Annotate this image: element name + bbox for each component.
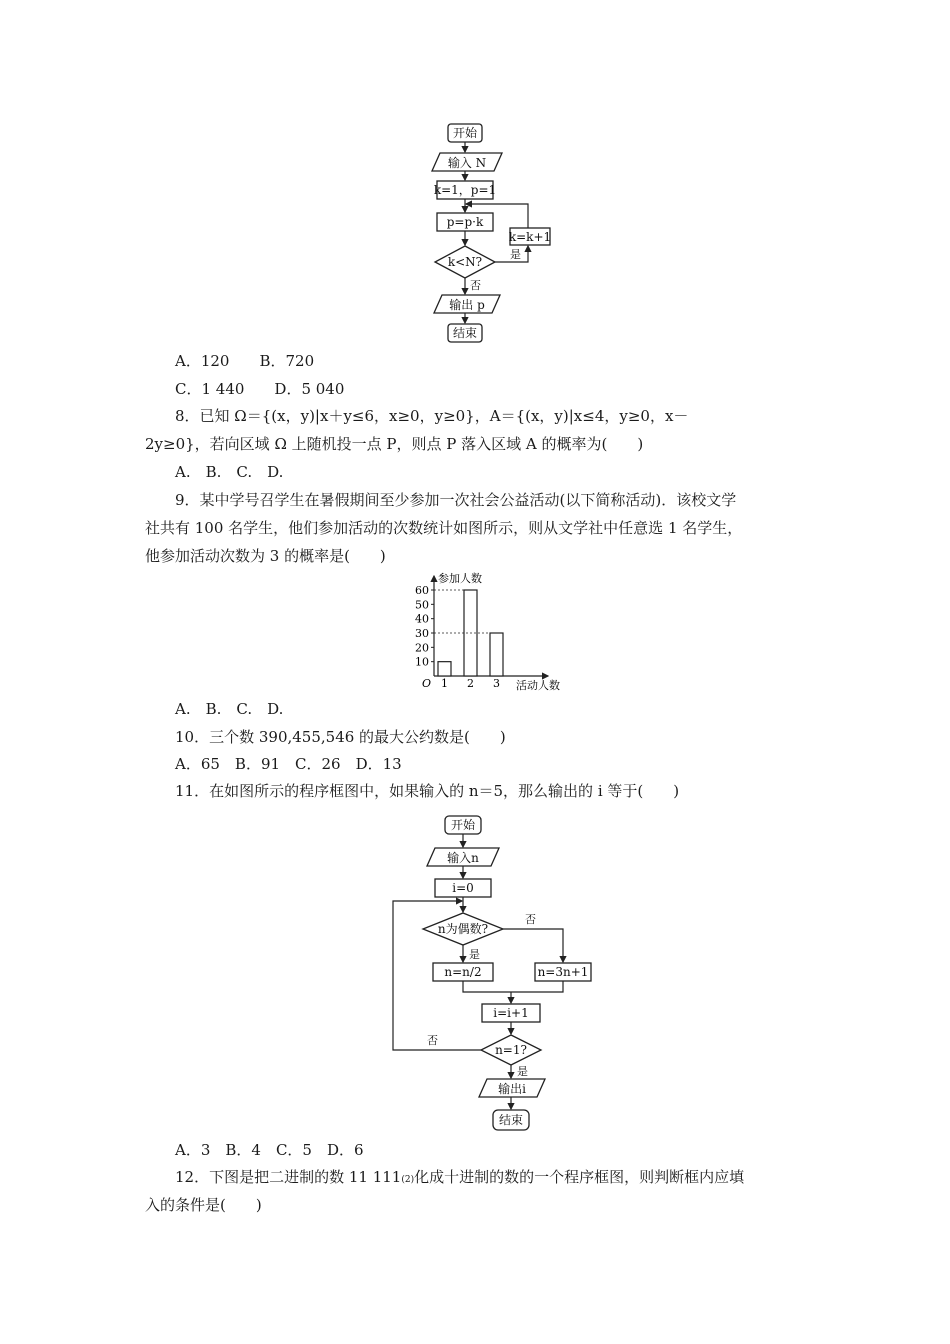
fc1-cond-label: k<N? xyxy=(447,255,483,269)
flowchart-1 xyxy=(400,120,600,350)
y-tick-label: 50 xyxy=(415,598,429,612)
fc2-output-label: 输出i xyxy=(498,1082,526,1096)
x-tick-label: 1 xyxy=(441,677,448,690)
x-axis-label: 活动人数 xyxy=(516,679,560,692)
fc2-yes2-label: 是 xyxy=(517,1065,528,1078)
fc2-cond1-label: n为偶数? xyxy=(437,922,489,936)
fc2-odd-label: n=3n+1 xyxy=(537,965,589,979)
fc1-input-label: 输入 N xyxy=(447,156,487,170)
q7-options-line1: A．120 B．720 xyxy=(175,352,315,370)
q10-options: A．65 B．91 C．26 D．13 xyxy=(175,755,402,773)
bar xyxy=(490,633,503,676)
fc2-init-label: i=0 xyxy=(452,881,474,895)
fc2-end-label: 结束 xyxy=(498,1113,524,1127)
bar xyxy=(438,662,451,676)
fc2-no2-label: 否 xyxy=(427,1034,438,1047)
flowchart-2 xyxy=(385,812,605,1137)
q7-options-line2: C．1 440 D．5 040 xyxy=(175,380,345,398)
q8-line1: 8．已知 Ω＝{(x，y)|x＋y≤6，x≥0，y≥0}，A＝{(x，y)|x≤4，y≥0，x－ xyxy=(175,407,689,425)
fc1-output-label: 输出 p xyxy=(449,298,485,312)
q12-line2: 入的条件是( ) xyxy=(145,1196,262,1214)
origin-label: O xyxy=(422,677,432,690)
fc2-even-label: n=n/2 xyxy=(444,965,482,979)
q11-options: A．3 B．4 C．5 D．6 xyxy=(175,1141,364,1159)
y-axis-label: 参加人数 xyxy=(438,572,482,585)
fc2-input-label: 输入n xyxy=(447,851,479,865)
fc1-mult-label: p=p·k xyxy=(446,215,484,229)
q8-options: A. B. C. D. xyxy=(175,463,284,481)
q12-text-b: 化成十进制的数的一个程序框图，则判断框内应填 xyxy=(414,1168,745,1186)
q12-line1 xyxy=(175,1167,744,1190)
y-tick-label: 30 xyxy=(415,627,429,640)
x-tick-label: 3 xyxy=(493,677,500,690)
fc1-no-label: 否 xyxy=(470,279,481,292)
fc2-yes1-label: 是 xyxy=(469,948,480,961)
q9-line3: 他参加活动次数为 3 的概率是( ) xyxy=(145,547,386,565)
q10-line: 10．三个数 390,455,546 的最大公约数是( ) xyxy=(175,728,506,746)
x-tick-label: 2 xyxy=(467,677,474,690)
y-tick-label: 40 xyxy=(415,612,429,626)
q12-text-a: 12．下图是把二进制的数 11 111 xyxy=(175,1168,402,1186)
fc1-start-label: 开始 xyxy=(452,126,478,140)
bar-chart xyxy=(410,572,600,692)
fc2-inc-label: i=i+1 xyxy=(493,1006,529,1020)
q12-subscript: (2) xyxy=(401,1175,415,1185)
y-tick-label: 20 xyxy=(415,641,429,655)
fc2-cond2-label: n=1? xyxy=(495,1043,527,1057)
fc1-init-label: k=1，p=1 xyxy=(433,183,497,197)
y-tick-label: 10 xyxy=(415,655,429,669)
y-tick-label: 60 xyxy=(415,584,429,597)
fc1-inc-label: k=k+1 xyxy=(508,230,552,244)
q9-line1: 9．某中学号召学生在暑假期间至少参加一次社会公益活动(以下简称活动)．该校文学 xyxy=(175,491,737,509)
q11-line: 11．在如图所示的程序框图中，如果输入的 n＝5，那么输出的 i 等于( ) xyxy=(175,782,680,800)
fc1-yes-label: 是 xyxy=(510,248,521,261)
fc2-start-label: 开始 xyxy=(450,818,476,832)
fc2-no1-label: 否 xyxy=(525,913,536,926)
q8-line2: 2y≥0}，若向区域 Ω 上随机投一点 P，则点 P 落入区域 A 的概率为( ) xyxy=(145,435,644,453)
q9-options: A. B. C. D. xyxy=(175,700,284,718)
q9-line2: 社共有 100 名学生，他们参加活动的次数统计如图所示，则从文学社中任意选 1 名学生， xyxy=(145,519,743,537)
fc1-end-label: 结束 xyxy=(452,326,478,340)
